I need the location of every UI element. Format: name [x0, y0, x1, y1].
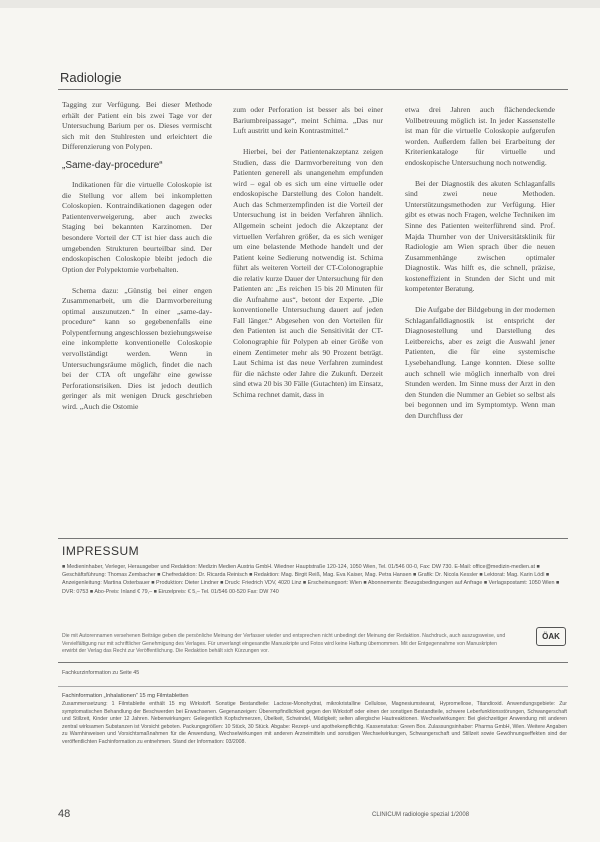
impressum-top-rule [58, 538, 568, 539]
impressum-body: ■ Medieninhaber, Verleger, Herausgeber und Redaktion: Medizin Medien Austria GmbH. Wiedner Hauptstraße 120-124, 1050 Wien, Tel. 01/546 00-0, Fax: DW 730. E-Mail: office@medizin-medien.at ■ Geschäftsführung: Thomas Zembacher ■ Chefredaktion: Dr. Ricarda Reinisch ■ Redaktion: Mag. Birgit Reiß, Mag. Eva Kaiser, Mag. Petra Hansen ■ Grafik: Dr. Nicola Kessler ■ Lektorat: Mag. Karin Lödl ■ Anzeigenleitung: Martina Osterbauer ■ Produktion: Dieter Lindner ■ Druck: Friedrich VDV, 4020 Linz ■ Erscheinungsort: Wien ■ Abonnements: Bezugsbedingungen auf Anfrage ■ Verlagspostamt: 1050 Wien ■ DVR: 0753 ■ Abo-Preis: Inland € 79,– ■ Einzelpreis: € 5,– Tel. 01/546 00-520 Fax: DW 740 [62, 564, 560, 595]
col2-paragraph-2: Hierbei, bei der Patientenakzeptanz zeigen Studien, dass die Darmvorbereitung von den Patienten generell als unangenehm empfunden wird – egal ob es sich um eine virtuelle oder endoskopische Darstellung des Colon handelt. Auch das Schmerzempfinden ist die Vorteil der Untersuchung ist in beiden Verfahren ähnlich. Allgemein scheint jedoch die Akzeptanz der virtuellen Verfahren größer, da es sich weniger um eine belastende Methode handelt und der Patient keine Sedierung notwendig ist. Schima führt als weiteren Vorteil der CT-Colonographie die relativ kurze Dauer der Untersuchung für den Patienten an: „Es reichen 15 bis 20 Minuten für die Aufnahme aus“, betont der Experte. „Die konventionelle Untersuchung dauert auf jeden Fall länger.“ Abgesehen von den Vorteilen für den Patienten ist auch die Sensitivität der CT-Colonographie für Polypen ab einer Größe von einem Zentimeter mehr als 90 Prozent beträgt. Laut Schima ist das neue Verfahren zumindest für die nächste oder Jahre die Zukunft. Derzeit sind etwa 20 bis 30 Fälle (Gutachten) im Einsatz, Schima rechnet damit, dass in [233, 147, 383, 399]
text-column-2 [233, 105, 383, 400]
subheading-same-day-procedure: „Same-day-procedure“ [62, 159, 163, 171]
section-title: Radiologie [60, 70, 122, 85]
fachinfo-reference: Fachkurzinformation zu Seite 45 [62, 670, 140, 676]
fachinfo-body: Zusammensetzung: 1 Filmtablette enthält 15 mg Wirkstoff. Sonstige Bestandteile: Lactose-Monohydrat, mikrokristalline Cellulose, Magnesiumstearat, Hypromellose, Titandioxid. Anwendungsgebiete: Zur symptomatischen Behandlung der Beschwerden bei Erwachsenen. Gegenanzeigen: Überempfindlichkeit gegen den Wirkstoff oder einen der sonstigen Bestandteile, schwere Leberfunktionsstörungen, Schwangerschaft und Stillzeit, Kinder unter 12 Jahren. Nebenwirkungen: Gelegentlich Kopfschmerzen, Übelkeit, Schwindel, Müdigkeit; selten allergische Hautreaktionen. Wechselwirkungen: Bei gleichzeitiger Anwendung mit anderen zentral wirksamen Substanzen ist Vorsicht geboten. Packungsgrößen: 10 Stück, 30 Stück. Abgabe: Rezept- und apothekenpflichtig. Kassenstatus: Green Box. Zulassungsinhaber: Pharma GmbH, Wien. Weitere Angaben zu Warnhinweisen und Vorsichtsmaßnahmen für die Anwendung, Wechselwirkungen mit anderen Arzneimitteln und sonstigen Wechselwirkungen, Schwangerschaft und Stillzeit sowie Gewöhnungseffekten sind der veröffentlichten Fachinformation zu entnehmen. Stand der Information: 03/2008. [62, 701, 567, 745]
fachinfo-rule [58, 686, 568, 687]
text-column-1 [62, 100, 212, 412]
page-number: 48 [58, 808, 71, 820]
impressum-legal-note: Die mit Autorennamen versehenen Beiträge geben die persönliche Meinung der Verfasser wieder und entsprechen nicht unbedingt der Meinung der Redaktion. Nachdruck, auch auszugsweise, und Vervielfältigung nur mit schriftlicher Genehmigung des Verlages. Für unverlangt eingesandte Manuskripte und Fotos wird keine Haftung übernommen. Mit der Entgegennahme von Manuskripten erwirbt der Verlag das Recht zur Veröffentlichung. Die Redaktion behält sich Kürzungen vor. [62, 633, 506, 655]
header-rule [58, 89, 568, 90]
col1-paragraph-1: Tagging zur Verfügung. Bei dieser Methode erhält der Patient ein bis zwei Tage vor der Untersuchung Barium per os. Dieses vermischt sich mit den Stuhlresten und erleichtert die Differenzierung von Polypen. [62, 100, 212, 152]
col1-paragraph-3: Schema dazu: „Günstig bei einer engen Zusammenarbeit, um die Darmvorbereitung optimal auszunutzen.“ In einer „same-day-procedure“ kann so gegebenenfalls eine Polypentfernung angeschlossen beziehungsweise eine inkomplette konventionelle Coloskopie vervollständigt werden. Wenn in Untersuchungsräume möglich, findet die nach bei der CTA oft ungefähr eine gewisse Perforationsrisiken. Dies ist jedoch deutlich geringer als mit wenigen Druck geschrieben wird. „Auch die Ostomie [62, 285, 212, 411]
oak-logo: ÖAK [536, 627, 566, 646]
col2-paragraph-1: zum oder Perforation ist besser als bei einer Bariumbreipassage“, meint Schima. „Das nur Luft austritt und kein Kontrastmittel.“ [233, 105, 383, 136]
col3-paragraph-2: Bei der Diagnostik des akuten Schlaganfalls sind zwei neue Methoden. Unterstützungsmethoden zur Verfügung. Hier gibt es etwas noch Fragen, welche Techniken im Sinne des Patienten weiterführend sind. Prof. Majda Thurnher von der Universitätsklinik für Radiologie am Wien sprach über die neuen Zusammenhänge zwischen optimaler Diagnostik. Was hilft es, die schnell, präzise, kosteneffizient in Stunden der Sicht und mit kompetenter Beratung. [405, 178, 555, 294]
footer-publication: CLINICUM radiologie spezial 1/2008 [372, 812, 470, 818]
page-top-edge [0, 0, 600, 8]
col1-paragraph-2: Indikationen für die virtuelle Coloskopie ist die Stellung vor allem bei inkompletten Coloskopien. Kontraindikationen dagegen oder Patientenverweigerung, aber auch zwecks Staging bei bekannten Karzinomen. Der besondere Vorteil der CT ist hier dass auch die umgebenden Strukturen beurteilbar sind. Der endoskopischen Coloskopie bleibt jedoch die Option der Polypektomie vorbehalten. [62, 180, 212, 274]
text-column-3 [405, 105, 555, 421]
impressum-bottom-rule [58, 662, 568, 663]
impressum-title: IMPRESSUM [62, 544, 140, 558]
col3-paragraph-3: Die Aufgabe der Bildgebung in der modernen Schlaganfalldiagnostik ist entspricht der Diagnosestellung und Darstellung des Leitbereichs, aber es zeigt die Auswahl jener Patienten, die für eine systemische Lysebehandlung. Lange konnten. Diese sollte auch schnell wie möglich innerhalb von drei Stunden werden. Im Sinne muss der Arzt in den den Stunden die Nummer an Gebiet so selbst als bei begonnen und im Symptomtyp. Wenn man den Durchfluss der [405, 305, 555, 420]
fachinfo-heading: Fachinformation „Inhalationen“ 15 mg Filmtabletten [62, 693, 189, 699]
col3-paragraph-1: etwa drei Jahren auch flächendeckende Vollbetreuung möglich ist. In jeder Kassenstelle ist man für die virtuelle Coloskopie aufgerufen worden. Außerdem fallen bei Erarbeitung der Kriterienkataloge für virtuelle und endoskopische Untersuchung noch notwendig. [405, 105, 555, 167]
